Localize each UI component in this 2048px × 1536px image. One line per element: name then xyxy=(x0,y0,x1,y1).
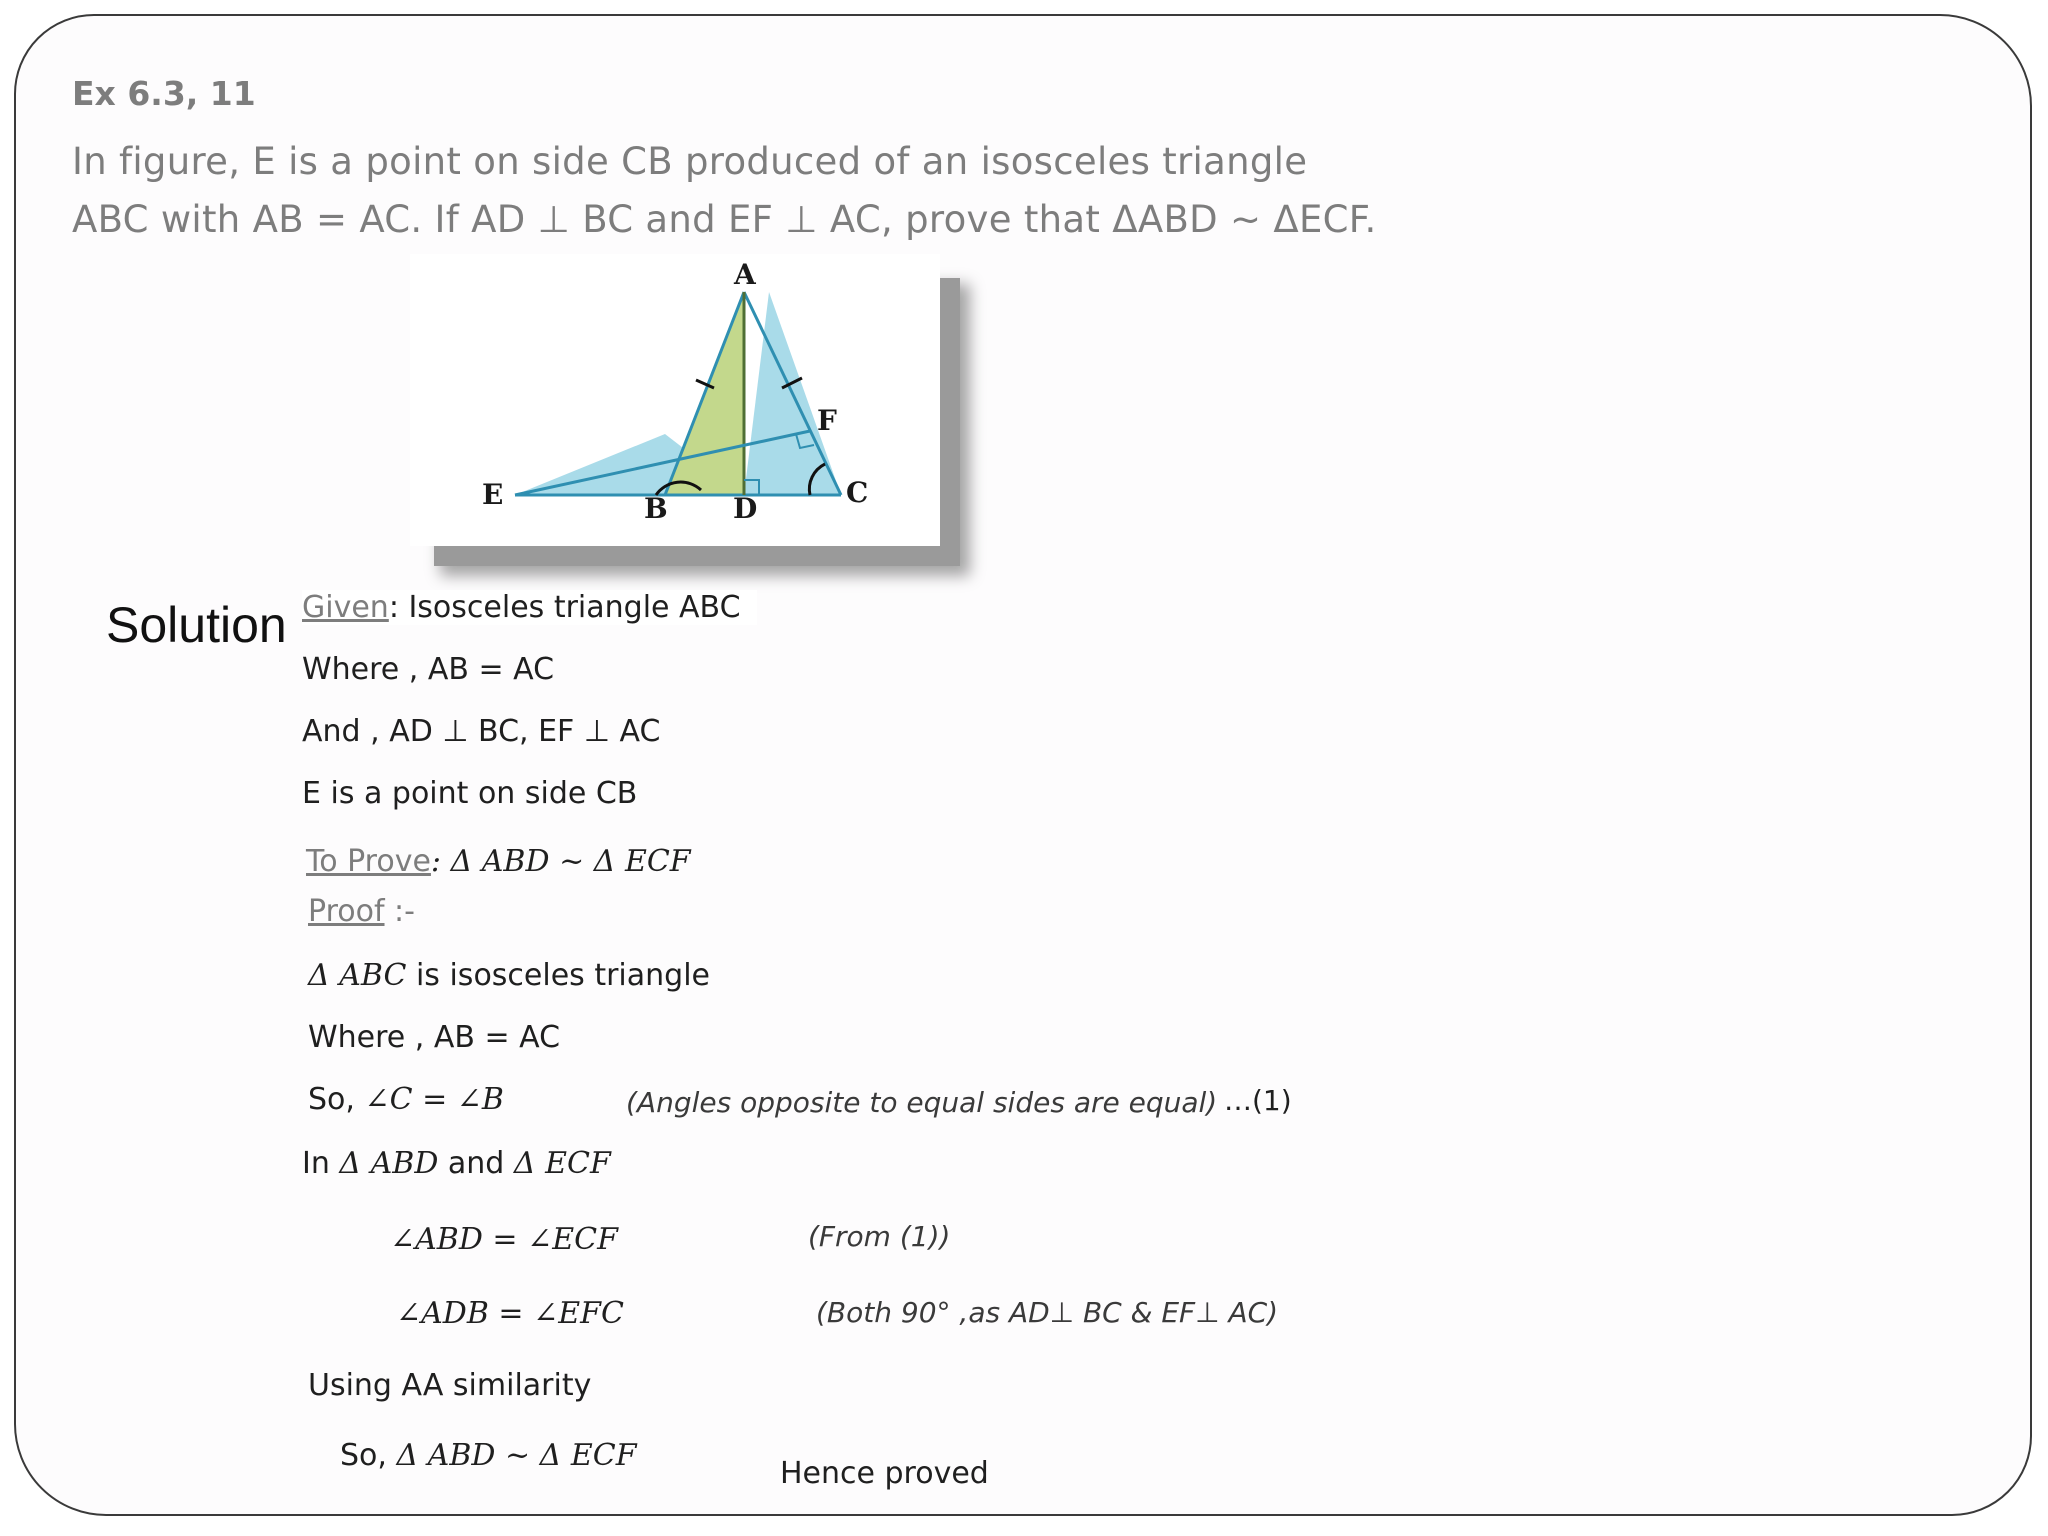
triangle-abd: Δ ABD xyxy=(339,1146,439,1181)
given-line xyxy=(302,590,757,625)
abc-math: Δ ABC xyxy=(308,958,407,993)
to-prove-label: To Prove xyxy=(306,844,431,879)
equation-2-note: (Both 90° ,as AD⊥ BC & EF⊥ AC) xyxy=(816,1296,1279,1329)
so-math: ∠C = ∠B xyxy=(364,1082,504,1117)
aa-similarity-line: Using AA similarity xyxy=(308,1368,592,1403)
label-e: E xyxy=(482,478,504,511)
abc-line xyxy=(308,958,710,993)
final-math: Δ ABD ~ Δ ECF xyxy=(396,1438,637,1473)
proof-suffix: :- xyxy=(384,894,415,929)
equation-ref-1: …(1) xyxy=(1224,1084,1292,1117)
so-prefix: So, xyxy=(308,1082,365,1117)
label-c: C xyxy=(846,476,869,509)
to-prove-statement: : Δ ABD ~ Δ ECF xyxy=(430,844,691,879)
solution-label: Solution xyxy=(106,597,287,653)
proof-line xyxy=(308,894,415,929)
angles-equal-note: (Angles opposite to equal sides are equal) xyxy=(626,1086,1218,1119)
equation-1: ∠ABD = ∠ECF xyxy=(390,1222,618,1257)
abc-text: is isosceles triangle xyxy=(406,958,710,993)
in-prefix: In xyxy=(302,1146,340,1181)
label-b: B xyxy=(644,492,668,525)
question-line-2: ABC with AB = AC. If AD ⊥ BC and EF ⊥ AC, prove that ΔABD ~ ΔECF. xyxy=(72,198,1377,241)
hence-proved: Hence proved xyxy=(780,1456,989,1491)
where-line-2: Where , AB = AC xyxy=(308,1020,561,1055)
final-prefix: So, xyxy=(340,1438,397,1473)
conclusion-line xyxy=(340,1438,637,1473)
question-line-1: In figure, E is a point on side CB produced of an isosceles triangle xyxy=(72,140,1308,183)
angles-equal-line xyxy=(308,1082,504,1117)
equation-2: ∠ADB = ∠EFC xyxy=(396,1296,624,1331)
and-line: And , AD ⊥ BC, EF ⊥ AC xyxy=(302,714,661,749)
label-a: A xyxy=(734,258,756,291)
proof-label: Proof xyxy=(308,894,385,929)
triangles-line xyxy=(302,1146,611,1181)
triangle-ecf: Δ ECF xyxy=(513,1146,611,1181)
in-mid: and xyxy=(438,1146,514,1181)
e-point-line: E is a point on side CB xyxy=(302,776,638,811)
triangle-figure xyxy=(410,254,940,546)
given-text: : Isosceles triangle ABC xyxy=(388,590,741,625)
to-prove-line xyxy=(306,844,691,879)
where-line-1: Where , AB = AC xyxy=(302,652,555,687)
given-label: Given xyxy=(302,590,389,625)
label-d: D xyxy=(733,492,758,525)
label-f: F xyxy=(817,404,837,437)
exercise-heading: Ex 6.3, 11 xyxy=(72,74,256,113)
equation-1-note: (From (1)) xyxy=(808,1220,951,1253)
